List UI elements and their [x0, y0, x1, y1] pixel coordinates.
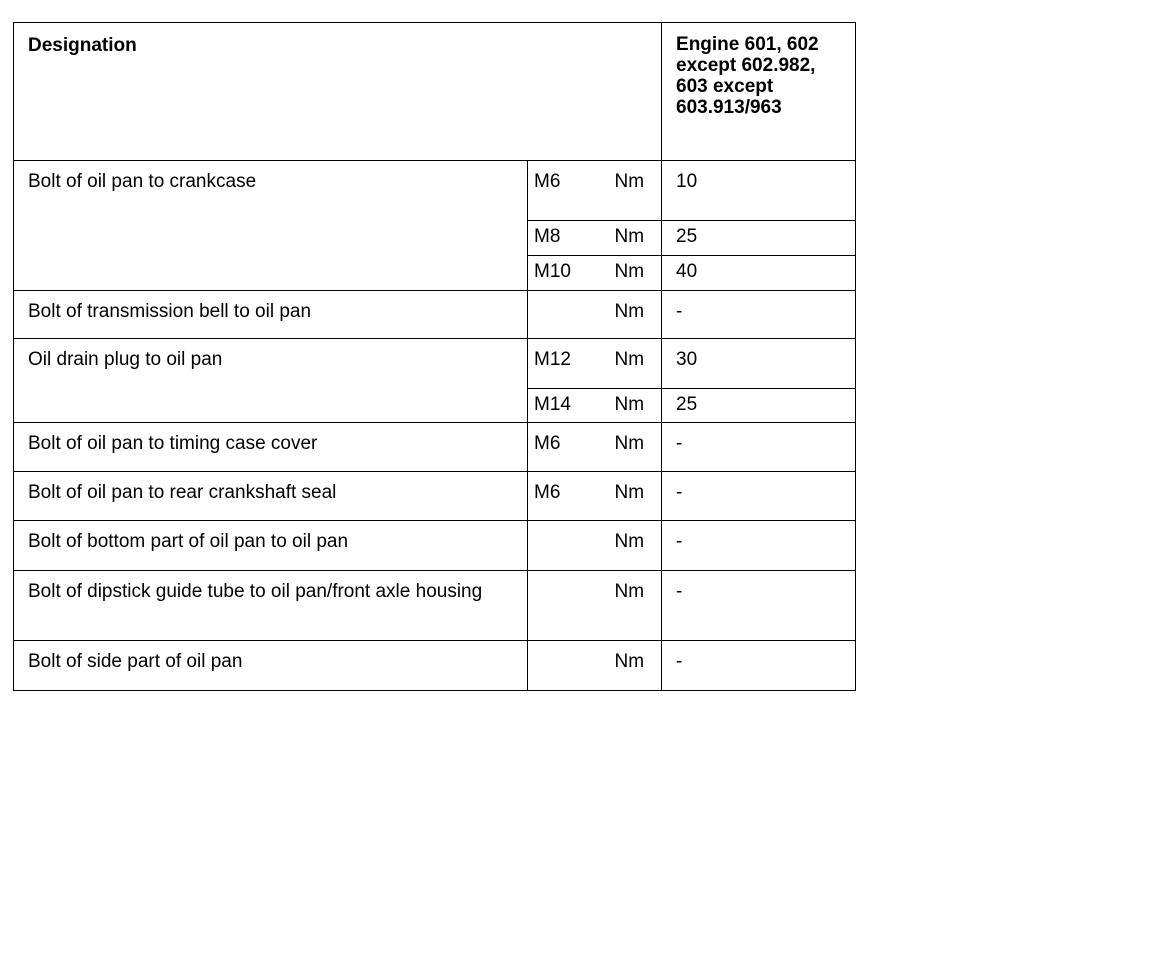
thread-cell: M6 — [528, 472, 598, 521]
designation-cell: Bolt of side part of oil pan — [14, 641, 528, 691]
torque-spec-table — [13, 22, 856, 691]
designation-cell: Bolt of bottom part of oil pan to oil pan — [14, 521, 528, 571]
unit-cell: Nm — [598, 256, 662, 291]
designation-text: Bolt of oil pan to crankcase — [28, 171, 257, 192]
torque-value-cell: - — [662, 423, 856, 472]
designation-cell — [14, 571, 528, 641]
designation-cell: Bolt of oil pan to timing case cover — [14, 423, 528, 472]
thread-cell: M14 — [528, 389, 598, 423]
unit-cell: Nm — [598, 472, 662, 521]
thread-cell: M12 — [528, 339, 598, 389]
unit-cell: Nm — [598, 161, 662, 221]
torque-value-cell: - — [662, 641, 856, 691]
unit-cell: Nm — [598, 571, 662, 641]
designation-cell — [14, 161, 528, 291]
unit-cell: Nm — [598, 339, 662, 389]
thread-cell: M10 — [528, 256, 598, 291]
table-row — [14, 641, 856, 691]
unit-cell: Nm — [598, 291, 662, 339]
designation-cell — [14, 339, 528, 423]
table-row — [14, 161, 856, 221]
designation-cell: Bolt of transmission bell to oil pan — [14, 291, 528, 339]
table-row — [14, 339, 856, 389]
table-row — [14, 472, 856, 521]
thread-cell — [528, 291, 598, 339]
table-row — [14, 521, 856, 571]
unit-cell: Nm — [598, 521, 662, 571]
thread-cell: M8 — [528, 221, 598, 256]
thread-cell — [528, 571, 598, 641]
torque-spec-sheet — [13, 22, 855, 692]
torque-value-cell: - — [662, 291, 856, 339]
table-row — [14, 423, 856, 472]
thread-cell: M6 — [528, 423, 598, 472]
torque-value-cell: - — [662, 472, 856, 521]
designation-text: Oil drain plug to oil pan — [28, 349, 223, 370]
table-row — [14, 571, 856, 641]
header-row — [14, 23, 856, 161]
designation-text: Bolt of dipstick guide tube to oil pan/front axle housing — [28, 581, 483, 602]
unit-cell: Nm — [598, 641, 662, 691]
unit-cell: Nm — [598, 423, 662, 472]
torque-value-cell: 10 — [662, 161, 856, 221]
torque-value-cell: 40 — [662, 256, 856, 291]
thread-cell — [528, 521, 598, 571]
thread-cell: M6 — [528, 161, 598, 221]
unit-cell: Nm — [598, 221, 662, 256]
torque-value-cell: 30 — [662, 339, 856, 389]
unit-cell: Nm — [598, 389, 662, 423]
torque-value-cell: 25 — [662, 389, 856, 423]
designation-cell: Bolt of oil pan to rear crankshaft seal — [14, 472, 528, 521]
engine-header: Engine 601, 602 except 602.982, 603 except 603.913/963 — [662, 23, 856, 161]
table-row — [14, 291, 856, 339]
torque-value-cell: - — [662, 521, 856, 571]
designation-header: Designation — [14, 23, 662, 161]
torque-value-cell: - — [662, 571, 856, 641]
thread-cell — [528, 641, 598, 691]
torque-value-cell: 25 — [662, 221, 856, 256]
